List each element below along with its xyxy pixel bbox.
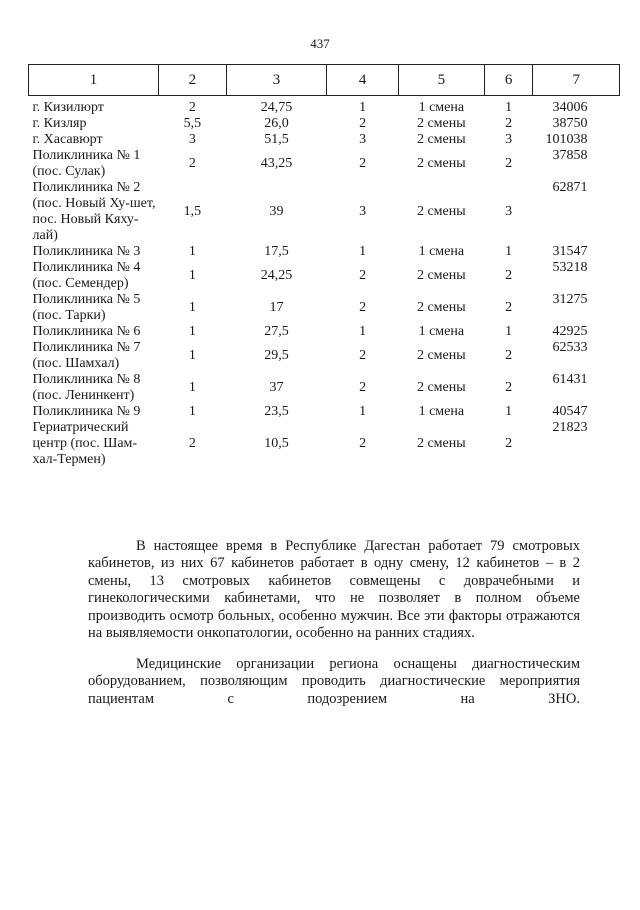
page-number: 437 xyxy=(310,36,330,51)
table-cell: 23,5 xyxy=(264,404,289,419)
table-cell: 2 xyxy=(359,156,367,171)
table-header-cell: 2 xyxy=(159,65,227,96)
table-cell: 10,5 xyxy=(264,436,289,451)
table-cell-name: Поликлиника № 1 (пос. Сулак) xyxy=(32,148,141,179)
table-cell-name: г. Кизляр xyxy=(32,116,87,131)
table-cell: 2 xyxy=(188,100,196,115)
table-cell: 1 xyxy=(505,404,513,419)
table-header-cell: 1 xyxy=(29,65,159,96)
table-cell: 1 смена xyxy=(418,324,465,339)
table-cell: 2 xyxy=(359,348,367,363)
table-cell: 31547 xyxy=(552,244,588,259)
table-cell: 2 смены xyxy=(416,436,466,451)
table-cell: 38750 xyxy=(552,116,588,131)
table-cell: 3 xyxy=(188,132,196,147)
table-row xyxy=(29,260,620,292)
table-cell: 1 xyxy=(505,244,513,259)
table-cell: 1 смена xyxy=(418,404,465,419)
table-cell: 51,5 xyxy=(264,132,289,147)
table-cell: 37858 xyxy=(552,148,588,163)
table-cell: 2 смены xyxy=(416,204,466,219)
table-cell: 2 смены xyxy=(416,300,466,315)
table-cell: 2 смены xyxy=(416,380,466,395)
table-cell: 24,75 xyxy=(260,100,293,115)
table-cell: 2 xyxy=(359,268,367,283)
table-header-row xyxy=(29,65,620,96)
table-cell: 39 xyxy=(269,204,284,219)
table-cell: 2 xyxy=(188,436,196,451)
table-cell: 29,5 xyxy=(264,348,289,363)
table-cell: 2 смены xyxy=(416,268,466,283)
table-cell-name: Поликлиника № 3 xyxy=(32,244,141,259)
table-cell: 2 xyxy=(359,380,367,395)
table-header-cell: 6 xyxy=(484,65,533,96)
table-cell: 42925 xyxy=(552,324,588,339)
paragraph-diagnostic-equipment: Медицинские организации региона оснащены диагностическим оборудованием, позволяющим проводить диагностические мероприятия пациентам с подозрением на ЗНО. xyxy=(88,655,580,707)
paragraph-screening-rooms: В настоящее время в Республике Дагестан работает 79 смотровых кабинетов, из них 67 кабинетов работает в одну смену, 12 кабинетов – в 2 смены, 13 смотровых кабинетов совмещены с доврачебными и гинекологическими кабинетами, что не позволяет в полном объеме производить осмотр больных, особенно мужчин. Все эти факторы отражаются на выявляемости онкопатологии, особенно на ранних стадиях. xyxy=(88,537,580,641)
table-cell: 26,0 xyxy=(264,116,289,131)
table-header-cell: 7 xyxy=(533,65,620,96)
table-header-cell: 5 xyxy=(398,65,484,96)
table-cell-name: Поликлиника № 7 (пос. Шамхал) xyxy=(32,340,141,371)
table-cell: 53218 xyxy=(552,260,588,275)
table-cell: 1 xyxy=(505,324,513,339)
table-cell: 1,5 xyxy=(183,204,202,219)
table-cell: 40547 xyxy=(552,404,588,419)
table-row xyxy=(29,292,620,324)
table-cell: 37 xyxy=(269,380,284,395)
table-cell: 5,5 xyxy=(183,116,202,131)
table-row xyxy=(29,372,620,404)
table-row xyxy=(29,324,620,340)
table-cell: 21823 xyxy=(552,420,588,435)
table-row xyxy=(29,98,620,116)
table-cell: 2 xyxy=(505,300,513,315)
table-cell-name: Поликлиника № 6 xyxy=(32,324,141,339)
table-cell: 17,5 xyxy=(264,244,289,259)
table-cell: 101038 xyxy=(545,132,588,147)
table-cell: 3 xyxy=(359,132,367,147)
table-cell: 1 смена xyxy=(418,244,465,259)
data-table xyxy=(28,64,620,468)
table-cell: 1 xyxy=(188,348,196,363)
table-cell-name: Поликлиника № 8 (пос. Ленинкент) xyxy=(32,372,141,403)
table-cell: 1 xyxy=(359,244,367,259)
table-cell: 2 xyxy=(359,116,367,131)
table-row xyxy=(29,404,620,420)
table-cell: 2 xyxy=(505,116,513,131)
table-cell: 1 xyxy=(505,100,513,115)
table-cell: 31275 xyxy=(552,292,588,307)
table-row xyxy=(29,180,620,244)
table-cell: 2 смены xyxy=(416,132,466,147)
table-cell: 1 xyxy=(359,404,367,419)
table-cell: 62871 xyxy=(552,180,588,195)
table-cell: 1 смена xyxy=(418,100,465,115)
table-cell-name: Поликлиника № 5 (пос. Тарки) xyxy=(32,292,141,323)
table-cell: 3 xyxy=(505,132,513,147)
table-cell: 1 xyxy=(188,404,196,419)
table-cell: 2 xyxy=(505,156,513,171)
table-row xyxy=(29,244,620,260)
table-cell: 1 xyxy=(188,268,196,283)
table-cell: 1 xyxy=(188,244,196,259)
table-row xyxy=(29,116,620,132)
table-cell: 2 смены xyxy=(416,348,466,363)
table-cell-name: г. Хасавюрт xyxy=(32,132,103,147)
table-cell: 27,5 xyxy=(264,324,289,339)
table-header-cell: 4 xyxy=(327,65,399,96)
table-cell: 24,25 xyxy=(260,268,293,283)
table-cell-name: Поликлиника № 2 (пос. Новый Ху-шет, пос. Новый Кяху-лай) xyxy=(32,180,156,243)
table-cell: 1 xyxy=(188,300,196,315)
table-cell: 62533 xyxy=(552,340,588,355)
table-cell: 3 xyxy=(505,204,513,219)
table-cell: 2 xyxy=(359,436,367,451)
table-cell: 2 xyxy=(505,348,513,363)
table-cell-name: г. Кизилюрт xyxy=(32,100,104,115)
table-cell: 17 xyxy=(269,300,284,315)
table-cell-name: Поликлиника № 4 (пос. Семендер) xyxy=(32,260,141,291)
table-cell: 2 смены xyxy=(416,116,466,131)
table-cell-name: Гериатрический центр (пос. Шам-хал-Термен) xyxy=(32,420,138,467)
table-cell: 1 xyxy=(359,100,367,115)
table-cell: 43,25 xyxy=(260,156,293,171)
table-cell: 2 xyxy=(505,436,513,451)
table-cell: 1 xyxy=(188,380,196,395)
table-header-cell: 3 xyxy=(226,65,327,96)
table-cell: 2 xyxy=(359,300,367,315)
table-cell: 1 xyxy=(359,324,367,339)
table-cell: 2 смены xyxy=(416,156,466,171)
table-cell: 2 xyxy=(188,156,196,171)
table-cell-name: Поликлиника № 9 xyxy=(32,404,141,419)
table-cell: 61431 xyxy=(552,372,588,387)
table-cell: 2 xyxy=(505,268,513,283)
table-row xyxy=(29,132,620,148)
table-row xyxy=(29,148,620,180)
table-row xyxy=(29,340,620,372)
table-cell: 3 xyxy=(359,204,367,219)
table-cell: 34006 xyxy=(552,100,588,115)
table-cell: 2 xyxy=(505,380,513,395)
table-body xyxy=(29,96,620,469)
table-row xyxy=(29,420,620,468)
table-cell: 1 xyxy=(188,324,196,339)
